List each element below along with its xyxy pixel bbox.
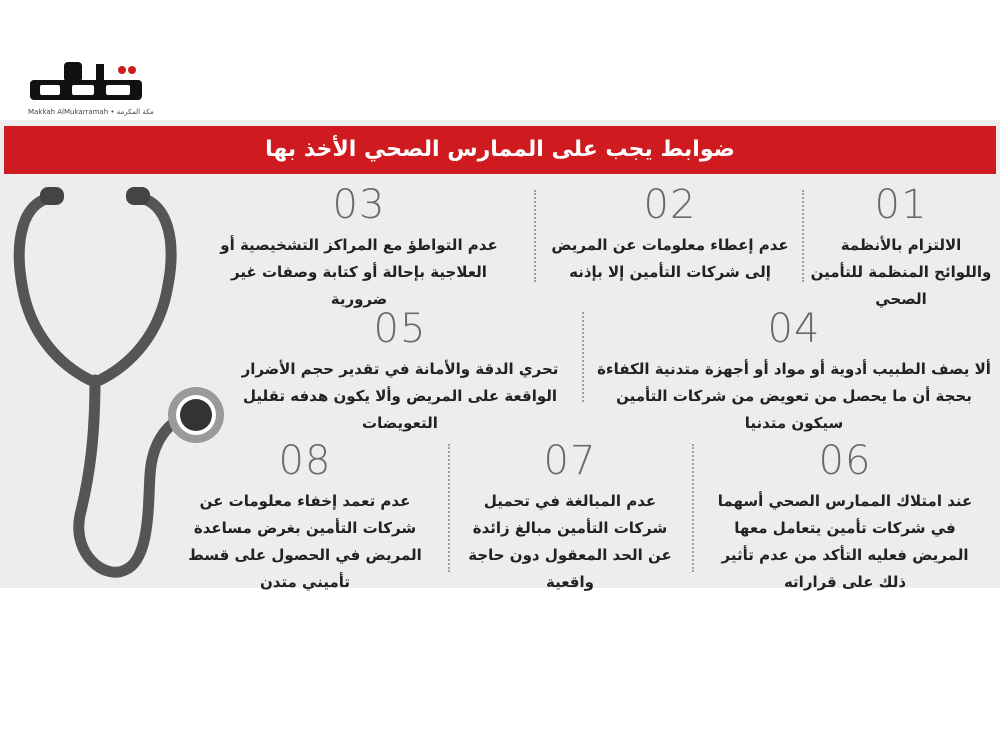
item-07	[464, 440, 676, 596]
item-text: عدم إعطاء معلومات عن المريض إلى شركات التأمين إلا بإذنه	[551, 236, 789, 281]
item-04	[596, 308, 992, 437]
item-02	[546, 184, 794, 286]
divider	[534, 190, 536, 282]
item-number: 05	[373, 306, 427, 352]
logo-subtitle: Makkah AlMukarramah • مكة المكرمة	[28, 108, 154, 116]
divider	[582, 312, 584, 402]
item-01	[810, 184, 992, 313]
item-number: 03	[332, 182, 386, 228]
item-text: عدم تعمد إخفاء معلومات عن شركات التأمين بغرض مساعدة المريض في الحصول على قسط تأميني متدن	[188, 492, 422, 591]
item-text: ألا يصف الطبيب أدوية أو مواد أو أجهزة متدنية الكفاءة بحجة أن ما يحصل من تعويض من شركات التأمين سيكون متدنيا	[597, 360, 991, 432]
item-number: 04	[767, 306, 821, 352]
item-number: 08	[278, 438, 332, 484]
item-08	[180, 440, 430, 596]
item-text: عند امتلاك الممارس الصحي أسهما في شركات تأمين يتعامل معها المريض فعليه التأكد من عدم تأثير ذلك على قراراته	[717, 492, 973, 591]
divider	[692, 444, 694, 572]
item-number: 02	[643, 182, 697, 228]
item-05	[230, 308, 570, 437]
divider	[448, 444, 450, 572]
divider	[802, 190, 804, 282]
banner-title: ضوابط يجب على الممارس الصحي الأخذ بها	[265, 137, 735, 162]
item-number: 07	[543, 438, 597, 484]
item-06	[714, 440, 976, 596]
item-text: عدم المبالغة في تحميل شركات التأمين مبالغ زائدة عن الحد المعقول دون حاجة واقعية	[468, 492, 672, 591]
item-03	[206, 184, 512, 313]
item-number: 06	[818, 438, 872, 484]
item-text: تحري الدقة والأمانة في تقدير حجم الأضرار الواقعة على المريض وألا يكون هدفه تقليل التعويضات	[241, 360, 559, 432]
item-text: الالتزام بالأنظمة واللوائح المنظمة للتأمين الصحي	[810, 236, 992, 308]
item-number: 01	[874, 182, 928, 228]
item-text: عدم التواطؤ مع المراكز التشخيصية أو العلاجية بإحالة أو كتابة وصفات غير ضرورية	[220, 236, 498, 308]
